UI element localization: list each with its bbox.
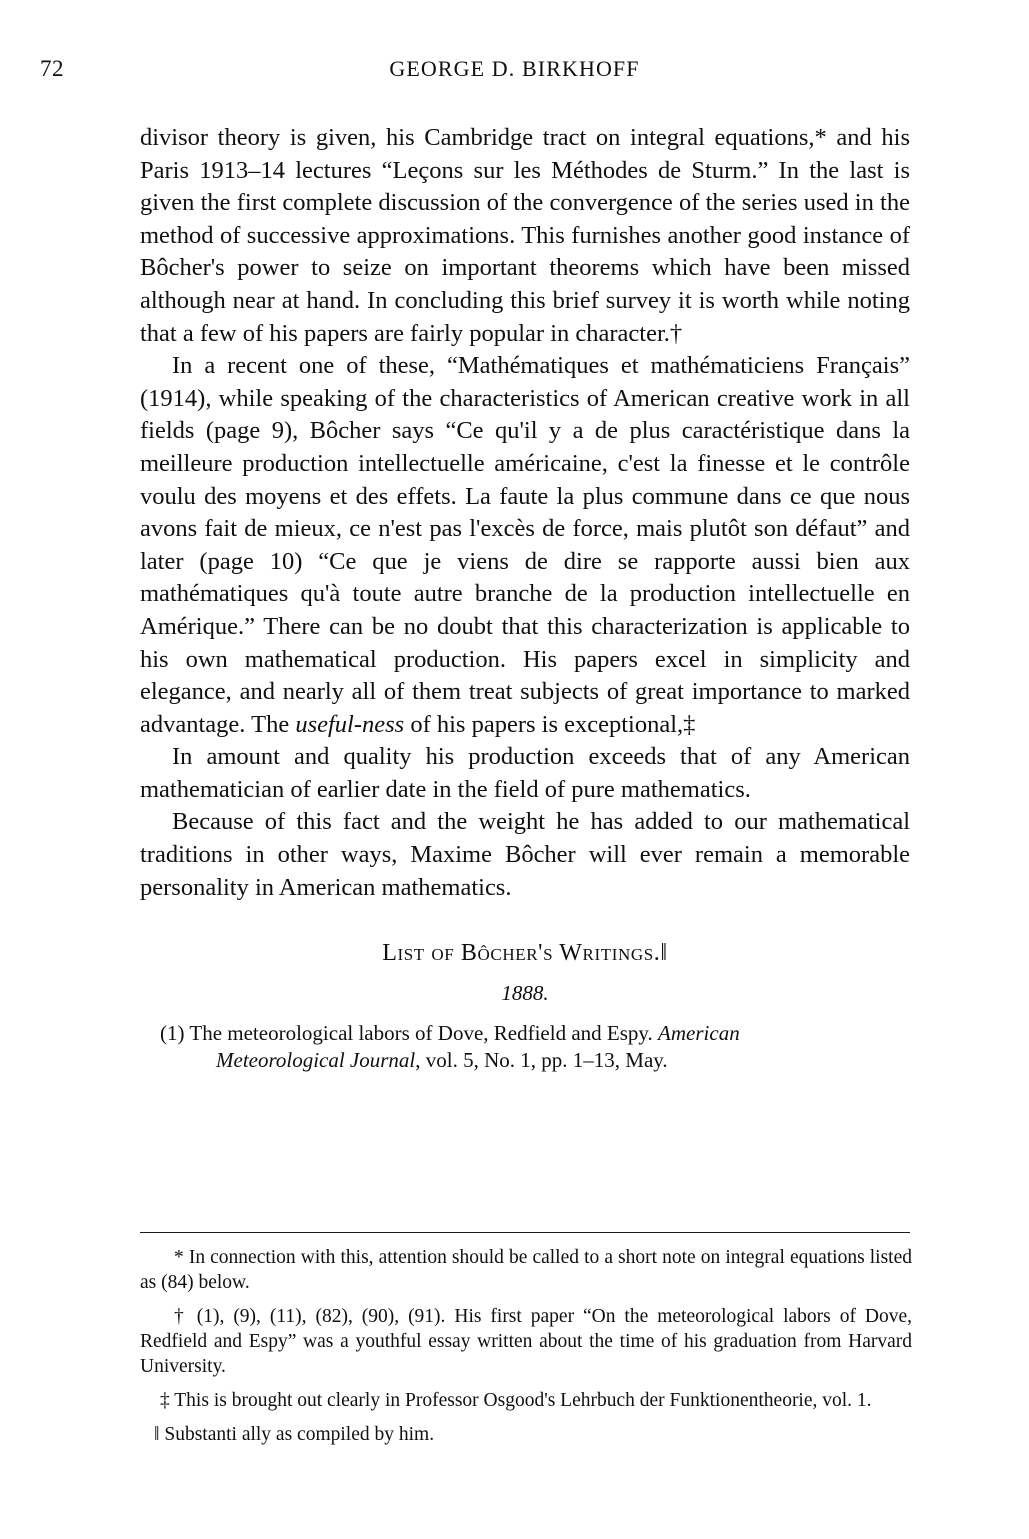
- running-head: GEORGE D. BIRKHOFF: [389, 56, 640, 81]
- footnotes: [140, 1245, 912, 1456]
- section-title: [140, 940, 910, 967]
- bib-entry-title: The meteorological labors of Dove, Redfield and Espy.: [189, 1021, 653, 1046]
- bib-entry-number: (1): [160, 1021, 185, 1046]
- footnote-rule: [140, 1232, 910, 1233]
- paragraph-2-italic-a: useful-: [295, 710, 363, 738]
- bib-entry-line-2: [140, 1047, 910, 1074]
- paragraph-2-tail: of his papers is exceptional,‡: [404, 710, 696, 738]
- bibliography-year: 1888.: [501, 981, 549, 1006]
- page-number: 72: [40, 56, 64, 81]
- paragraph-2-italic-b: ness: [362, 710, 405, 738]
- paragraph-2-text: In a recent one of these, “Mathématiques et mathématiciens Français” (1914), while speaking of the characteristics of American creative work in all fields (page 9), Bôcher says “Ce qu'il y a de plus caractéristique dans la meilleure production intellectuelle américaine, c'est la finesse et le contrôle voulu des moyens et des effets. La faute la plus commune dans ce que nous avons fait de mieux, ce n'est pas l'excès de force, mais plutôt son défaut” and later (page 10) “Ce que je viens de dire se rapporte aussi bien aux mathématiques qu'à toute autre branche de la production intellectuelle en Amérique.” There can be no doubt that this characterization is applicable to his own mathematical production. His papers excel in simplicity and elegance, and nearly all of them treat subjects of great importance to marked advantage. The: [140, 352, 910, 738]
- paragraph-1: divisor theory is given, his Cambridge tract on integral equations,* and his Paris 1913–14 lectures “Leçons sur les Méthodes de Sturm.” In the last is given the first complete discussion of the convergence of the series used in the method of successive approximations. This furnishes another good instance of Bôcher's power to seize on important theorems which have been missed although near at hand. In concluding this brief survey it is worth while noting that a few of his papers are fairly popular in character.†: [140, 124, 910, 347]
- bib-entry-line-1: [140, 1020, 910, 1047]
- paragraph-2: [140, 350, 910, 741]
- bib-entry-details: , vol. 5, No. 1, pp. 1–13, May.: [415, 1048, 668, 1073]
- footnote-asterisk: * In connection with this, attention should be called to a short note on integral equations listed as (84) below.: [140, 1247, 912, 1293]
- footnote-dagger: † (1), (9), (11), (82), (90), (91). His first paper “On the meteorological labors of Dove, Redfield and Espy” was a youthful essay written about the time of his graduation from Harvard University.: [140, 1306, 912, 1377]
- footnote-parallel: ‖ Substanti ally as compiled by him.: [154, 1424, 435, 1445]
- bibliography-list: [140, 1020, 910, 1074]
- paragraph-3: In amount and quality his production exceeds that of any American mathematician of earlier date in the field of pure mathematics.: [140, 743, 910, 803]
- bib-entry-journal-part2: Meteorological Journal: [216, 1048, 416, 1073]
- body-column: [140, 122, 910, 1074]
- bib-entry-journal-part1: American: [658, 1021, 740, 1046]
- page-header: [0, 56, 1029, 86]
- footnote-double-dagger: ‡ This is brought out clearly in Professor Osgood's Lehrbuch der Funktionentheorie, vol. 1.: [160, 1390, 872, 1411]
- paragraph-4: Because of this fact and the weight he has added to our mathematical traditions in other ways, Maxime Bôcher will ever remain a memorable personality in American mathematics.: [140, 808, 910, 901]
- section-title-text: List of Bôcher's Writings.‖: [382, 940, 668, 967]
- list-item: [140, 1020, 910, 1074]
